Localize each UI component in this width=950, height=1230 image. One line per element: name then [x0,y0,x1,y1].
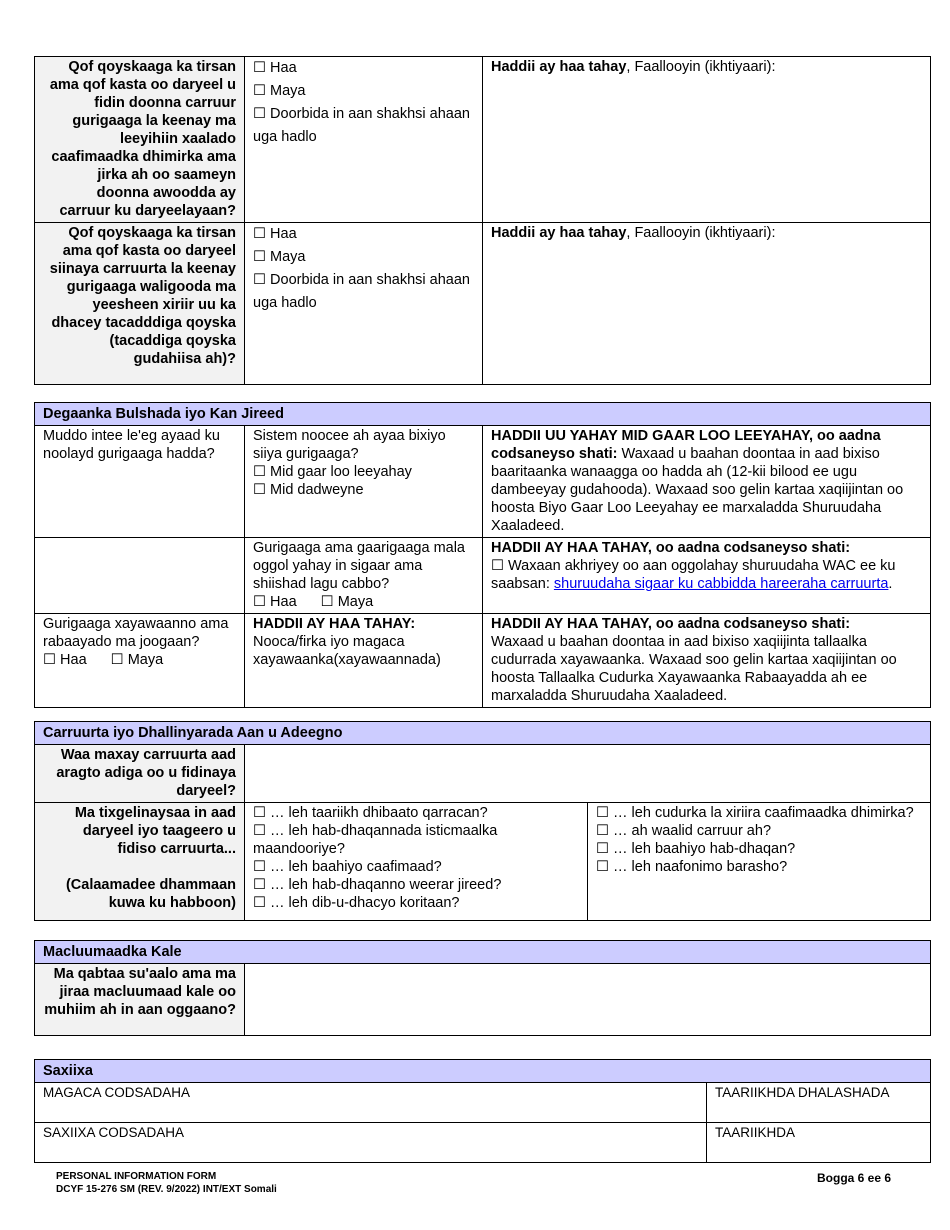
section-header-other: Macluumaadka Kale [35,941,931,964]
option-public[interactable]: ☐ Mid dadweyne [253,482,364,498]
table-row [35,538,931,614]
water-system-cell: Sistem noocee ah ayaa bixiyo siiya gurigaaga? ☐ Mid gaar loo leeyahay ☐ Mid dadweyne [245,426,483,538]
children-table [34,721,931,921]
option-developmental-delays[interactable]: ☐ … leh dib-u-dhacyo koritaan? [253,895,460,911]
applicant-signature-field[interactable]: SAXIIXA CODSADAHA [35,1123,707,1163]
health-condition-question: Qof qoyskaaga ka tirsan ama qof kasta oo daryeel u fidin doonna carruur gurigaaga la keenay ma leeyihiin xaalado caafimaadka dhimirka ama jirka ah oo saameyn doonna awoodda ay carruur ku daryeelayaan? [35,57,245,223]
option-medical-needs[interactable]: ☐ … leh baahiyo caafimaad? [253,859,442,875]
checkbox-icon[interactable]: ☐ [596,859,609,875]
pet-vaccination-note: HADDII AY HAA TAHAY, oo aadna codsaneyso shati: Waxaad u baahan doontaa in aad bixiso xaqiijinta tallaalka cudurrada xayawaanka. Waxaad soo gelin kartaa xaqiijintan oo hoosta Tallaalka Cudurka Xayawaanka Rabaayadda ah ee marxaladda Shuruudaha Xaaladeed. [483,614,931,708]
other-info-table [34,940,931,1036]
checkbox-icon[interactable]: ☐ [596,805,609,821]
checkbox-icon[interactable]: ☐ [253,823,266,839]
other-info-answer[interactable] [245,964,931,1036]
pet-type-cell[interactable]: HADDII AY HAA TAHAY: Nooca/firka iyo magaca xayawaanka(xayawaannada) [245,614,483,708]
private-water-note: HADDII UU YAHAY MID GAAR LOO LEEYAHAY, oo aadna codsaneyso shati: Waxaad u baahan doontaa in aad bixiso baaritaanka wanaagga oo hadda ah (12-kii bilood ee ugu dambeeyay gudahooda). Waxaad soo gelin kartaa xaqiijintan oo hoosta Biyo Gaar Loo Leeyahay ee marxaladda Shuruudaha Xaaladeed. [483,426,931,538]
section-header-signature: Saxiixa [35,1060,931,1083]
care-consideration-question: Ma tixgelinaysaa in aad daryeel iyo taageero u fidiso carruurta... (Calaamadee dhammaan kuwa ku habboon) [35,803,245,921]
option-behavioral-needs[interactable]: ☐ … leh baahiyo hab-dhaqan? [596,841,796,857]
option-mental-health[interactable]: ☐ … leh cudurka la xiriira caafimaadka dhimirka? [596,805,914,821]
form-footer [56,1170,277,1196]
checkbox-icon[interactable]: ☐ [110,652,124,668]
form-number: DCYF 15-276 SM (REV. 9/2022) INT/EXT Somali [56,1184,277,1195]
option-discuss-in-person[interactable]: ☐ Doorbida in aan shakhsi ahaan uga hadlo [253,106,470,145]
checkbox-icon[interactable]: ☐ [253,464,266,480]
checkbox-icon[interactable]: ☐ [253,805,266,821]
checkbox-icon[interactable]: ☐ [253,106,266,122]
checkbox-icon[interactable]: ☐ [43,652,56,668]
pets-question-cell: Gurigaaga xayawaanno ama rabaayado ma joogaan? ☐ Haa ☐ Maya [35,614,245,708]
table-row [35,57,931,223]
other-info-question: Ma qabtaa su'aalo ama ma jiraa macluumaad kale oo muhiim ah in aan oggaano? [35,964,245,1036]
checkbox-icon[interactable]: ☐ [253,859,266,875]
option-trauma[interactable]: ☐ … leh taariikh dhibaato qarracan? [253,805,488,821]
checkbox-icon[interactable]: ☐ [253,60,266,76]
page-number: Bogga 6 ee 6 [817,1171,892,1185]
domestic-violence-options [245,223,483,385]
table-row [35,614,931,708]
care-options-right [588,803,931,921]
table-row [35,745,931,803]
option-private[interactable]: ☐ Mid gaar loo leeyahay [253,464,412,480]
children-seen-answer[interactable] [245,745,931,803]
option-discuss-in-person[interactable]: ☐ Doorbida in aan shakhsi ahaan uga hadlo [253,272,470,311]
table-row [35,803,931,921]
checkbox-icon[interactable]: ☐ [596,841,609,857]
checkbox-icon[interactable]: ☐ [253,594,266,610]
table-row [35,426,931,538]
residence-duration-question[interactable]: Muddo intee le'eg ayaad ku noolayd gurigaaga hadda? [35,426,245,538]
checkbox-icon[interactable]: ☐ [596,823,609,839]
option-yes[interactable]: ☐ Haa [253,226,297,242]
option-no[interactable]: ☐ Maya [110,652,164,668]
checkbox-icon[interactable]: ☐ [253,83,266,99]
option-aggressive-behavior[interactable]: ☐ … leh hab-dhaqanno weerar jireed? [253,877,502,893]
form-name: PERSONAL INFORMATION FORM [56,1171,217,1182]
smoking-requirements-link[interactable]: shuruudaha sigaar ku cabbidda hareeraha carruurta [553,576,889,592]
agree-checkbox[interactable]: ☐ Waxaan akhriyey oo aan oggolahay shuruudaha WAC ee ku saabsan: [491,558,896,592]
smoking-note: HADDII AY HAA TAHAY, oo aadna codsaneyso shati: ☐ Waxaan akhriyey oo aan oggolahay shuruudaha WAC ee ku saabsan: shuruudaha sigaar ku cabbidda hareeraha carruurta. [483,538,931,614]
table-row [35,1083,931,1123]
care-options-left [245,803,588,921]
checkbox-icon[interactable]: ☐ [320,594,334,610]
health-condition-comments[interactable]: Haddii ay haa tahay, Faallooyin (ikhtiyaari): [483,57,931,223]
section-header-children: Carruurta iyo Dhallinyarada Aan u Adeegno [35,722,931,745]
checkbox-icon[interactable]: ☐ [253,272,266,288]
table-row [35,223,931,385]
checkbox-icon[interactable]: ☐ [253,482,266,498]
domestic-violence-question: Qof qoyskaaga ka tirsan ama qof kasta oo daryeel siinaya carruurta la keenay gurigaaga waligooda ma yeesheen xiriir uu ka dhacey tacadddiga qoyska (tacaddiga qoyska gudahiisa ah)? [35,223,245,385]
date-field[interactable]: TAARIIKHDA [707,1123,931,1163]
children-seen-question: Waa maxay carruurta aad aragto adiga oo u fidinaya daryeel? [35,745,245,803]
option-no[interactable]: ☐ Maya [253,83,306,99]
checkbox-icon[interactable]: ☐ [253,249,266,265]
checkbox-icon[interactable]: ☐ [253,226,266,242]
option-substance-use[interactable]: ☐ … leh hab-dhaqannada isticmaalka maandooriye? [253,823,498,857]
option-parenting-youth[interactable]: ☐ … ah waalid carruur ah? [596,823,772,839]
community-table [34,402,931,708]
option-yes[interactable]: ☐ Haa [43,652,87,668]
option-no[interactable]: ☐ Maya [320,594,374,610]
checkbox-icon[interactable]: ☐ [253,877,266,893]
section-header-community: Degaanka Bulshada iyo Kan Jireed [35,403,931,426]
table-row [35,1123,931,1163]
domestic-violence-comments[interactable]: Haddii ay haa tahay, Faallooyin (ikhtiyaari): [483,223,931,385]
option-no[interactable]: ☐ Maya [253,249,306,265]
signature-table [34,1059,931,1163]
health-condition-options [245,57,483,223]
empty-cell [35,538,245,614]
option-learning-disability[interactable]: ☐ … leh naafonimo barasho? [596,859,788,875]
checkbox-icon[interactable]: ☐ [491,558,504,574]
birth-date-field[interactable]: TAARIIKHDA DHALASHADA [707,1083,931,1123]
applicant-name-field[interactable]: MAGACA CODSADAHA [35,1083,707,1123]
smoking-cell: Gurigaaga ama gaarigaaga mala oggol yahay in sigaar ama shiishad lagu cabbo? ☐ Haa ☐ Maya [245,538,483,614]
checkbox-icon[interactable]: ☐ [253,895,266,911]
option-yes[interactable]: ☐ Haa [253,594,297,610]
health-questions-table [34,56,931,385]
option-yes[interactable]: ☐ Haa [253,60,297,76]
table-row [35,964,931,1036]
